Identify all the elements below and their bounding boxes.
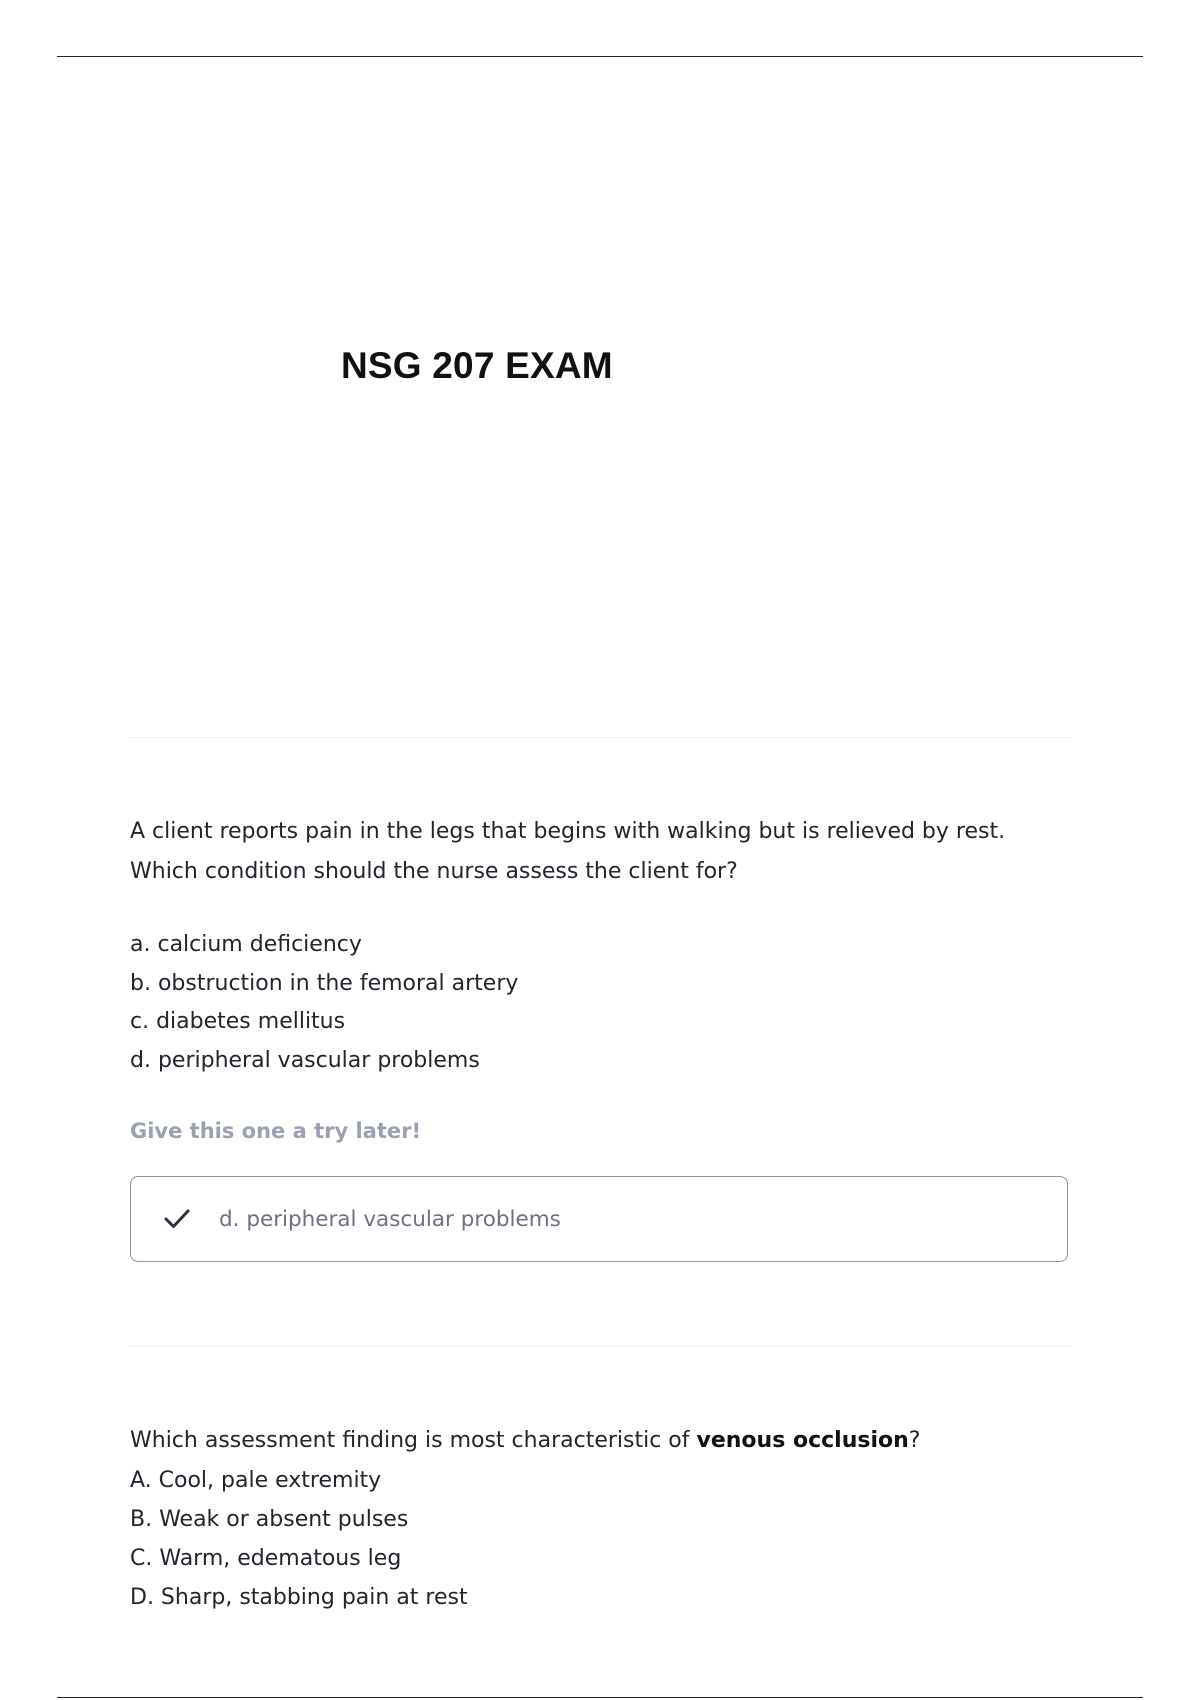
- revealed-answer-box[interactable]: [130, 1176, 1068, 1262]
- page-bottom-rule: [57, 1697, 1143, 1698]
- prompt-end: ?: [908, 1428, 921, 1453]
- question-prompt: A client reports pain in the legs that begins with walking but is relieved by rest. Which condition should the nurse assess the client for?: [130, 819, 1006, 884]
- option-b: b. obstruction in the femoral artery: [130, 970, 519, 996]
- option-a: A. Cool, pale extremity: [130, 1468, 382, 1493]
- question-prompt: [130, 1421, 1070, 1461]
- page-top-rule: [57, 56, 1143, 57]
- document-title: NSG 207 EXAM: [341, 345, 613, 386]
- prompt-text: Which assessment finding is most characteristic of: [130, 1428, 697, 1453]
- check-icon: [159, 1201, 195, 1237]
- question-card-1: [130, 812, 1070, 1262]
- answer-options: [130, 926, 1070, 1080]
- try-later-link[interactable]: Give this one a try later!: [130, 1119, 422, 1143]
- option-a: a. calcium deficiency: [130, 932, 362, 957]
- revealed-answer-text: d. peripheral vascular problems: [219, 1206, 561, 1232]
- option-d: D. Sharp, stabbing pain at rest: [130, 1585, 468, 1610]
- question-card-2: [130, 1421, 1070, 1617]
- answer-options: [130, 1461, 1070, 1617]
- option-c: c. diabetes mellitus: [130, 1009, 346, 1034]
- section-divider: [130, 737, 1070, 738]
- prompt-emphasis: venous occlusion: [696, 1428, 909, 1453]
- section-divider: [130, 1346, 1070, 1347]
- option-d: d. peripheral vascular problems: [130, 1047, 480, 1073]
- option-b: B. Weak or absent pulses: [130, 1507, 409, 1532]
- option-c: C. Warm, edematous leg: [130, 1546, 402, 1571]
